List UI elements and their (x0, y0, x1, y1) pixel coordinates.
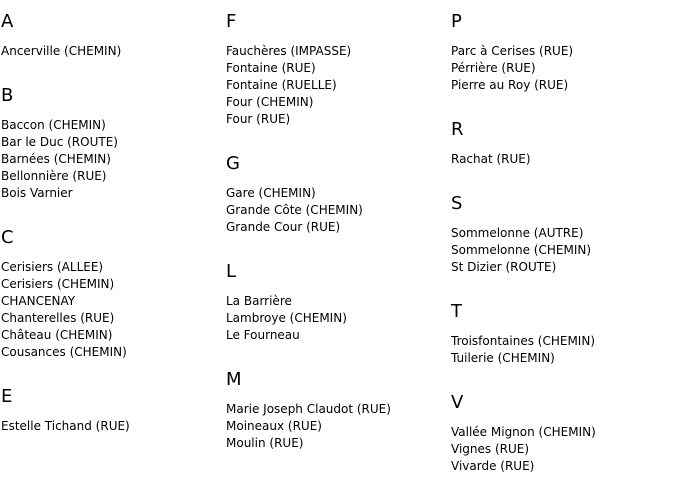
section-letter: B (1, 85, 14, 106)
street-list (226, 185, 363, 236)
street-item: Le Fourneau (226, 328, 300, 342)
street-item: Chanterelles (RUE) (1, 311, 115, 325)
section-letter: C (1, 227, 14, 248)
section-letter: T (451, 301, 462, 322)
street-item: Château (CHEMIN) (1, 328, 113, 342)
street-list (226, 43, 351, 128)
street-list (451, 424, 596, 475)
street-item: CHANCENAY (1, 294, 76, 308)
street-list (451, 151, 531, 168)
section-letter: F (226, 11, 237, 32)
street-item: Bellonnière (RUE) (1, 169, 107, 183)
street-item: Bois Varnier (1, 186, 73, 200)
street-list (451, 225, 591, 276)
section-letter: E (1, 386, 13, 407)
street-item: Ancerville (CHEMIN) (1, 44, 122, 58)
street-item: Cousances (CHEMIN) (1, 345, 127, 359)
street-item: Baccon (CHEMIN) (1, 118, 106, 132)
street-item: Barnées (CHEMIN) (1, 152, 111, 166)
section-letter: L (226, 261, 237, 282)
street-item: Tuilerie (CHEMIN) (451, 351, 555, 365)
street-item: Estelle Tichand (RUE) (1, 419, 130, 433)
street-item: Grande Cour (RUE) (226, 220, 341, 234)
section-letter: A (1, 11, 14, 32)
street-item: Pierre au Roy (RUE) (451, 78, 569, 92)
street-list (226, 401, 391, 452)
street-list (451, 333, 595, 367)
section-letter: V (451, 392, 464, 413)
street-list (1, 43, 121, 60)
street-item: Cerisiers (CHEMIN) (1, 277, 115, 291)
street-list (1, 259, 127, 361)
street-list (1, 418, 130, 435)
section-letter: S (451, 193, 463, 214)
section-letter: G (226, 153, 240, 174)
street-item: Gare (CHEMIN) (226, 186, 316, 200)
street-item: Four (RUE) (226, 112, 291, 126)
street-list (226, 293, 347, 344)
street-item: Fauchères (IMPASSE) (226, 44, 352, 58)
section-letter: M (226, 369, 242, 390)
street-item: St Dizier (ROUTE) (451, 260, 557, 274)
street-item: La Barrière (226, 294, 292, 308)
street-item: Sommelonne (AUTRE) (451, 226, 584, 240)
section-letter: P (451, 11, 462, 32)
street-item: Rachat (RUE) (451, 152, 531, 166)
street-item: Marie Joseph Claudot (RUE) (226, 402, 391, 416)
street-item: Moineaux (RUE) (226, 419, 322, 433)
street-item: Lambroye (CHEMIN) (226, 311, 347, 325)
street-item: Troisfontaines (CHEMIN) (451, 334, 595, 348)
street-list (451, 43, 573, 94)
street-item: Vignes (RUE) (451, 442, 530, 456)
street-item: Grande Côte (CHEMIN) (226, 203, 363, 217)
street-item: Fontaine (RUE) (226, 61, 316, 75)
street-item: Moulin (RUE) (226, 436, 304, 450)
section-letter: R (451, 119, 464, 140)
street-item: Vivarde (RUE) (451, 459, 535, 473)
street-list (1, 117, 118, 202)
street-item: Pérrière (RUE) (451, 61, 536, 75)
street-item: Four (CHEMIN) (226, 95, 314, 109)
street-item: Parc à Cerises (RUE) (451, 44, 574, 58)
street-item: Bar le Duc (ROUTE) (1, 135, 118, 149)
street-item: Cerisiers (ALLEE) (1, 260, 104, 274)
street-item: Sommelonne (CHEMIN) (451, 243, 592, 257)
street-item: Fontaine (RUELLE) (226, 78, 337, 92)
street-item: Vallée Mignon (CHEMIN) (451, 425, 596, 439)
